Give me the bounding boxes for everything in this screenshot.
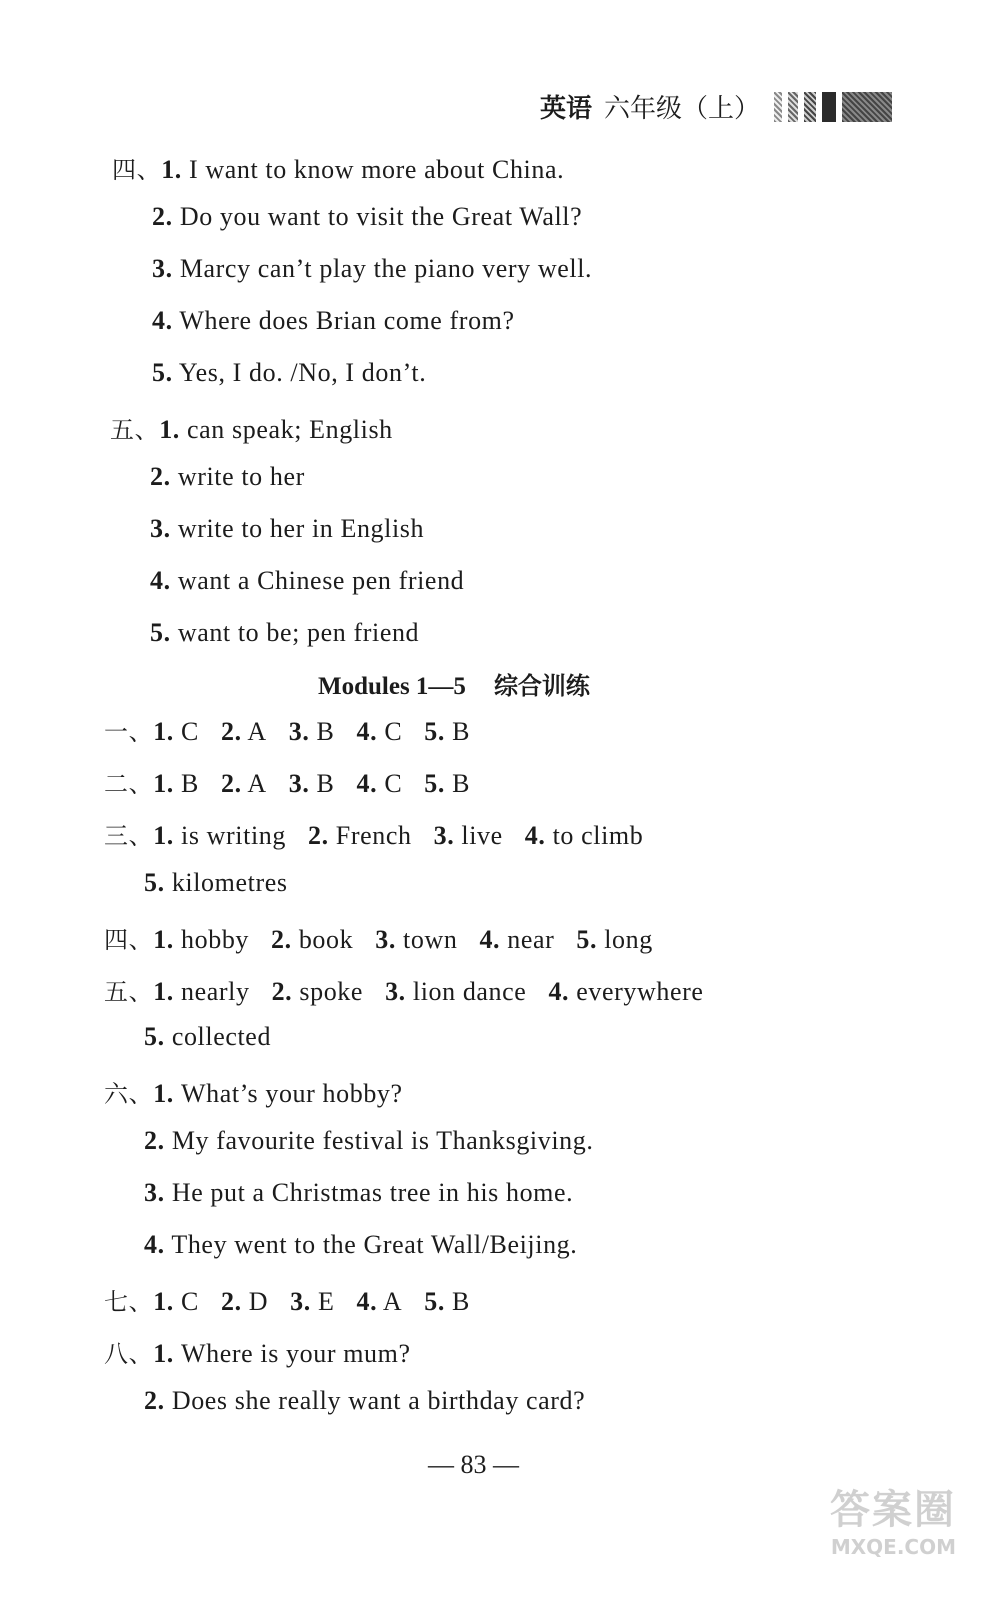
- watermark-logo: 答案圈: [830, 1487, 956, 1533]
- answer-text: B: [452, 769, 471, 798]
- item-number: 4.: [524, 821, 546, 850]
- section-label: 五、: [110, 416, 160, 444]
- item-number: 3.: [375, 925, 396, 954]
- item-number: 1.: [153, 769, 174, 798]
- item-number: 5.: [424, 1287, 445, 1316]
- review-title-en: Modules 1—5: [318, 673, 466, 700]
- answer-text: live: [461, 821, 503, 850]
- answer-text: write to her in English: [177, 514, 425, 543]
- review-title: [318, 666, 590, 701]
- answer-text: collected: [171, 1022, 272, 1051]
- answer-text: B: [452, 717, 471, 746]
- answer-text: He put a Christmas tree in his home.: [171, 1178, 574, 1207]
- answer-text: want to be; pen friend: [177, 618, 420, 647]
- item-number: 1.: [153, 717, 174, 746]
- section5-item-2: [150, 462, 305, 492]
- item-number: 1.: [153, 1287, 174, 1316]
- item-number: 2.: [144, 1126, 165, 1155]
- section5-item-1: [110, 410, 393, 445]
- section-label: 四、: [112, 156, 162, 184]
- section4-item-4: [152, 306, 515, 336]
- item-number: 2.: [220, 1287, 242, 1316]
- item-number: 4.: [356, 717, 378, 746]
- item-number: 1.: [153, 1079, 174, 1108]
- section4-item-1: [112, 150, 564, 185]
- header-bar: [804, 92, 816, 122]
- section-label: 六、: [104, 1080, 154, 1108]
- answer-text: Where is your mum?: [181, 1339, 411, 1368]
- review-s5-row: [104, 972, 704, 1007]
- answer-text: hobby: [181, 925, 250, 954]
- review-s8-item-1: [104, 1334, 411, 1369]
- review-s3-row: [104, 816, 643, 851]
- review-s6-item-4: [144, 1230, 577, 1260]
- section-label: 七、: [104, 1288, 154, 1316]
- answer-text: B: [316, 769, 335, 798]
- section-label: 八、: [104, 1340, 154, 1368]
- header-subject: 英语: [540, 94, 593, 124]
- review-s3-row-2: [144, 868, 288, 898]
- item-number: 4.: [150, 566, 171, 595]
- answer-text: I want to know more about China.: [189, 155, 565, 184]
- item-number: 3.: [290, 1287, 311, 1316]
- answer-text: A: [247, 717, 267, 746]
- page-number: — 83 —: [428, 1450, 519, 1479]
- section4-item-2: [152, 202, 582, 232]
- item-number: 2.: [307, 821, 329, 850]
- answer-text: D: [248, 1287, 269, 1316]
- item-number: 5.: [152, 358, 173, 387]
- answer-text: B: [452, 1287, 470, 1316]
- answer-text: My favourite festival is Thanksgiving.: [171, 1126, 594, 1155]
- answer-text: A: [247, 769, 267, 798]
- review-s6-item-3: [144, 1178, 573, 1208]
- answer-text: C: [384, 769, 403, 798]
- item-number: 3.: [433, 821, 455, 850]
- review-title-cn: 综合训练: [493, 672, 590, 700]
- header-decoration: [774, 92, 898, 122]
- item-number: 4.: [152, 306, 173, 335]
- page-header: [540, 88, 898, 125]
- item-number: 3.: [288, 717, 310, 746]
- review-s6-item-1: [104, 1074, 403, 1109]
- section5-item-3: [150, 514, 424, 544]
- item-number: 1.: [153, 821, 174, 850]
- review-s4-row: [104, 920, 653, 955]
- answer-text: book: [298, 925, 354, 954]
- watermark-url: MXQE.COM: [830, 1535, 956, 1559]
- section5-item-4: [150, 566, 464, 596]
- answer-text: C: [181, 1287, 199, 1316]
- watermark: [830, 1478, 956, 1559]
- review-s2-row: [104, 764, 470, 799]
- answer-text: everywhere: [576, 977, 704, 1006]
- header-bar: [788, 92, 798, 122]
- answer-text: can speak; English: [187, 415, 393, 444]
- answer-text: to climb: [552, 821, 644, 850]
- answer-text: nearly: [181, 977, 250, 1006]
- item-number: 1.: [153, 1339, 174, 1368]
- answer-text: B: [316, 717, 335, 746]
- answer-text: C: [181, 717, 199, 746]
- answer-text: Does she really want a birthday card?: [171, 1386, 586, 1415]
- item-number: 3.: [385, 977, 406, 1006]
- section-label: 一、: [104, 718, 154, 746]
- section4-item-3: [152, 254, 592, 284]
- section4-item-5: [152, 358, 426, 388]
- answer-text: spoke: [299, 977, 364, 1006]
- item-number: 1.: [161, 155, 182, 184]
- header-grade: 六年级（上）: [604, 94, 761, 124]
- item-number: 2.: [220, 769, 242, 798]
- item-number: 2.: [271, 977, 293, 1006]
- answer-text: lion dance: [412, 977, 527, 1006]
- item-number: 2.: [144, 1386, 165, 1415]
- review-s7-row: [104, 1282, 470, 1317]
- answer-text: C: [384, 717, 403, 746]
- item-number: 1.: [159, 415, 180, 444]
- answer-text: Where does Brian come from?: [179, 306, 515, 335]
- answer-text: long: [604, 925, 653, 954]
- header-bar: [774, 92, 782, 122]
- item-number: 5.: [144, 1022, 165, 1051]
- answer-text: Do you want to visit the Great Wall?: [179, 202, 583, 231]
- section-label: 五、: [104, 978, 154, 1006]
- section-label: 二、: [104, 770, 154, 798]
- answer-text: is writing: [181, 821, 286, 850]
- item-number: 1.: [153, 977, 174, 1006]
- item-number: 4.: [356, 769, 378, 798]
- item-number: 2.: [150, 462, 171, 491]
- review-s5-row-2: [144, 1022, 271, 1052]
- answer-text: Yes, I do. /No, I don’t.: [178, 358, 427, 387]
- item-number: 2.: [152, 202, 173, 231]
- answer-text: near: [507, 925, 555, 954]
- answer-text: Marcy can’t play the piano very well.: [179, 254, 593, 283]
- item-number: 5.: [424, 717, 445, 746]
- section-label: 四、: [104, 926, 154, 954]
- item-number: 3.: [150, 514, 171, 543]
- item-number: 3.: [144, 1178, 165, 1207]
- answer-text: E: [317, 1287, 335, 1316]
- answer-text: They went to the Great Wall/Beijing.: [171, 1230, 578, 1259]
- answer-text: write to her: [177, 462, 305, 491]
- item-number: 4.: [356, 1287, 378, 1316]
- item-number: 5.: [150, 618, 171, 647]
- item-number: 2.: [220, 717, 242, 746]
- item-number: 2.: [271, 925, 292, 954]
- review-s6-item-2: [144, 1126, 593, 1156]
- header-bar: [822, 92, 836, 122]
- answer-text: kilometres: [171, 868, 288, 897]
- header-bar: [842, 92, 892, 122]
- item-number: 1.: [153, 925, 174, 954]
- item-number: 4.: [144, 1230, 165, 1259]
- review-s8-item-2: [144, 1386, 585, 1416]
- item-number: 4.: [479, 925, 501, 954]
- section-label: 三、: [104, 822, 154, 850]
- item-number: 5.: [144, 868, 165, 897]
- answer-text: French: [335, 821, 412, 850]
- answer-text: What’s your hobby?: [181, 1079, 403, 1108]
- item-number: 3.: [288, 769, 310, 798]
- answer-text: town: [403, 925, 458, 954]
- item-number: 3.: [152, 254, 173, 283]
- answer-text: want a Chinese pen friend: [177, 566, 465, 595]
- answer-text: B: [181, 769, 199, 798]
- item-number: 5.: [576, 925, 598, 954]
- item-number: 4.: [548, 977, 570, 1006]
- section5-item-5: [150, 618, 419, 648]
- answer-text: A: [382, 1287, 403, 1316]
- item-number: 5.: [424, 769, 445, 798]
- review-s1-row: [104, 712, 470, 747]
